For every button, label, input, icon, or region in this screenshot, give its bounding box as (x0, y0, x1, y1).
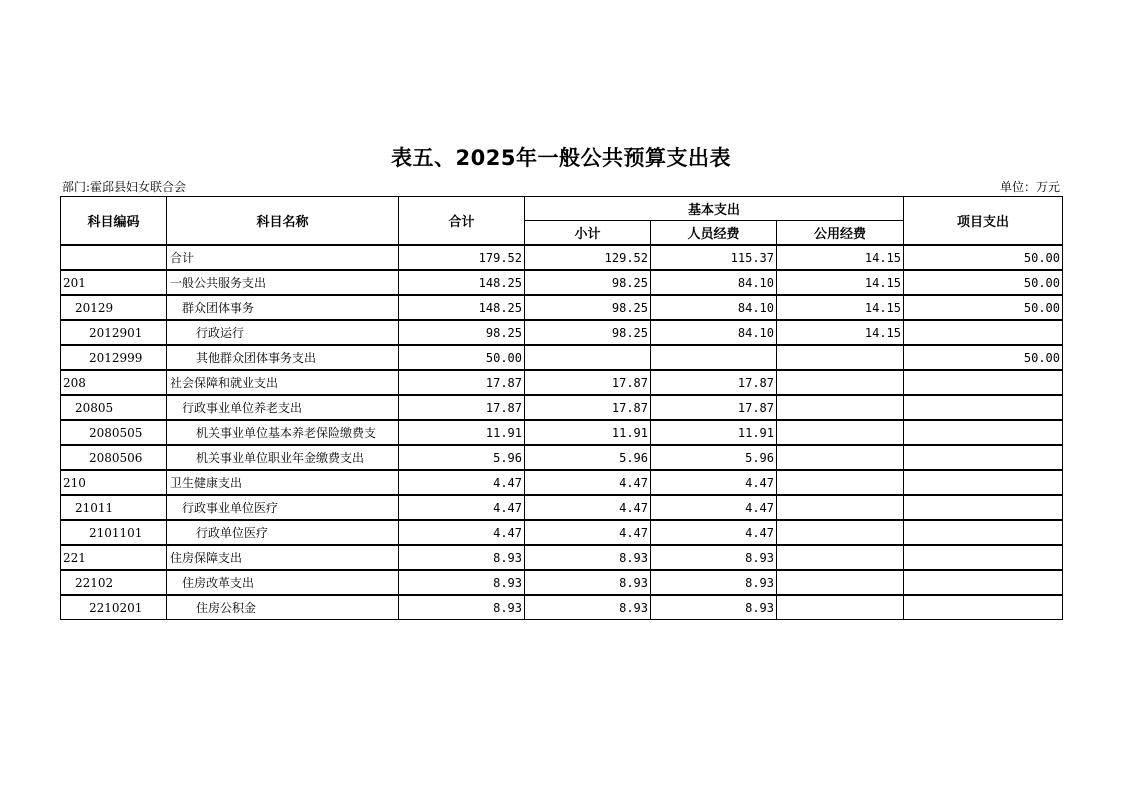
row-code-cell: 2210201 (61, 595, 167, 620)
page-title: 表五、2025年一般公共预算支出表 (391, 146, 731, 170)
row-code-cell: 2101101 (61, 520, 167, 545)
department-label: 部门:霍邱县妇女联合会 (62, 180, 187, 194)
row-code-cell: 208 (61, 370, 167, 395)
table-row (61, 245, 1063, 270)
row-subtotal-cell: 4.47 (525, 520, 651, 545)
row-public-cell: 14.15 (777, 295, 904, 320)
table-row (61, 345, 1063, 370)
header-total: 合计 (399, 197, 525, 246)
header-code: 科目编码 (61, 197, 167, 246)
row-public-cell: 14.15 (777, 270, 904, 295)
row-code-cell (61, 245, 167, 270)
row-project-cell (904, 595, 1063, 620)
row-name-cell: 行政单位医疗 (167, 520, 399, 545)
row-public-cell (777, 345, 904, 370)
row-code-cell: 2012901 (61, 320, 167, 345)
table-row (61, 270, 1063, 295)
row-subtotal-cell: 98.25 (525, 295, 651, 320)
row-project-cell (904, 520, 1063, 545)
header-basic: 基本支出 (525, 197, 904, 221)
row-code-cell: 221 (61, 545, 167, 570)
row-name-cell: 群众团体事务 (167, 295, 399, 320)
header-name: 科目名称 (167, 197, 399, 246)
row-project-cell (904, 395, 1063, 420)
row-name-cell: 行政运行 (167, 320, 399, 345)
row-project-cell (904, 545, 1063, 570)
row-total-cell: 17.87 (399, 370, 525, 395)
row-personnel-cell: 84.10 (651, 295, 777, 320)
table-row (61, 595, 1063, 620)
row-name-cell: 合计 (167, 245, 399, 270)
row-subtotal-cell: 98.25 (525, 320, 651, 345)
row-total-cell: 179.52 (399, 245, 525, 270)
row-project-cell (904, 420, 1063, 445)
row-total-cell: 50.00 (399, 345, 525, 370)
row-public-cell (777, 570, 904, 595)
row-personnel-cell: 84.10 (651, 320, 777, 345)
header-personnel: 人员经费 (651, 221, 777, 246)
header-public: 公用经费 (777, 221, 904, 246)
row-name-cell: 其他群众团体事务支出 (167, 345, 399, 370)
header-project: 项目支出 (904, 197, 1063, 246)
unit-label: 单位：万元 (999, 180, 1060, 194)
row-project-cell (904, 470, 1063, 495)
row-total-cell: 8.93 (399, 570, 525, 595)
table-body (61, 245, 1063, 620)
table-row (61, 545, 1063, 570)
table-row (61, 520, 1063, 545)
row-public-cell (777, 470, 904, 495)
row-personnel-cell: 84.10 (651, 270, 777, 295)
row-personnel-cell: 8.93 (651, 595, 777, 620)
row-personnel-cell: 5.96 (651, 445, 777, 470)
row-total-cell: 11.91 (399, 420, 525, 445)
row-project-cell (904, 495, 1063, 520)
row-total-cell: 4.47 (399, 470, 525, 495)
row-name-cell: 行政事业单位医疗 (167, 495, 399, 520)
row-public-cell (777, 370, 904, 395)
row-public-cell (777, 445, 904, 470)
table-row (61, 295, 1063, 320)
row-personnel-cell: 115.37 (651, 245, 777, 270)
row-subtotal-cell: 8.93 (525, 570, 651, 595)
row-subtotal-cell: 4.47 (525, 470, 651, 495)
row-total-cell: 148.25 (399, 295, 525, 320)
row-total-cell: 8.93 (399, 545, 525, 570)
table-row (61, 470, 1063, 495)
row-code-cell: 2012999 (61, 345, 167, 370)
row-code-cell: 2080505 (61, 420, 167, 445)
row-personnel-cell: 8.93 (651, 570, 777, 595)
row-project-cell: 50.00 (904, 295, 1063, 320)
row-name-cell: 一般公共服务支出 (167, 270, 399, 295)
row-subtotal-cell: 17.87 (525, 370, 651, 395)
table-row (61, 570, 1063, 595)
row-code-cell: 201 (61, 270, 167, 295)
row-project-cell: 50.00 (904, 245, 1063, 270)
row-personnel-cell: 4.47 (651, 495, 777, 520)
row-name-cell: 机关事业单位基本养老保险缴费支 (167, 420, 399, 445)
row-public-cell: 14.15 (777, 320, 904, 345)
row-subtotal-cell: 11.91 (525, 420, 651, 445)
row-total-cell: 17.87 (399, 395, 525, 420)
row-name-cell: 卫生健康支出 (167, 470, 399, 495)
row-name-cell: 住房保障支出 (167, 545, 399, 570)
row-public-cell (777, 545, 904, 570)
row-public-cell: 14.15 (777, 245, 904, 270)
row-total-cell: 4.47 (399, 520, 525, 545)
row-code-cell: 21011 (61, 495, 167, 520)
row-name-cell: 社会保障和就业支出 (167, 370, 399, 395)
row-subtotal-cell: 4.47 (525, 495, 651, 520)
row-code-cell: 2080506 (61, 445, 167, 470)
row-code-cell: 210 (61, 470, 167, 495)
row-project-cell (904, 370, 1063, 395)
row-subtotal-cell: 8.93 (525, 545, 651, 570)
row-project-cell (904, 570, 1063, 595)
row-subtotal-cell (525, 345, 651, 370)
row-name-cell: 住房改革支出 (167, 570, 399, 595)
row-personnel-cell (651, 345, 777, 370)
row-personnel-cell: 8.93 (651, 545, 777, 570)
row-personnel-cell: 4.47 (651, 520, 777, 545)
row-personnel-cell: 17.87 (651, 370, 777, 395)
row-subtotal-cell: 8.93 (525, 595, 651, 620)
table-row (61, 370, 1063, 395)
row-project-cell: 50.00 (904, 345, 1063, 370)
row-personnel-cell: 11.91 (651, 420, 777, 445)
row-subtotal-cell: 5.96 (525, 445, 651, 470)
row-project-cell (904, 320, 1063, 345)
row-total-cell: 98.25 (399, 320, 525, 345)
row-name-cell: 住房公积金 (167, 595, 399, 620)
row-project-cell (904, 445, 1063, 470)
row-public-cell (777, 595, 904, 620)
row-total-cell: 8.93 (399, 595, 525, 620)
row-name-cell: 机关事业单位职业年金缴费支出 (167, 445, 399, 470)
budget-table (60, 196, 1063, 620)
row-subtotal-cell: 129.52 (525, 245, 651, 270)
table-row (61, 445, 1063, 470)
row-public-cell (777, 520, 904, 545)
row-subtotal-cell: 98.25 (525, 270, 651, 295)
row-personnel-cell: 4.47 (651, 470, 777, 495)
header-subtotal: 小计 (525, 221, 651, 246)
row-code-cell: 20129 (61, 295, 167, 320)
row-project-cell: 50.00 (904, 270, 1063, 295)
row-public-cell (777, 420, 904, 445)
table-row (61, 395, 1063, 420)
row-public-cell (777, 495, 904, 520)
table-row (61, 495, 1063, 520)
table-row (61, 320, 1063, 345)
row-subtotal-cell: 17.87 (525, 395, 651, 420)
row-total-cell: 148.25 (399, 270, 525, 295)
row-personnel-cell: 17.87 (651, 395, 777, 420)
row-total-cell: 4.47 (399, 495, 525, 520)
row-total-cell: 5.96 (399, 445, 525, 470)
table-row (61, 420, 1063, 445)
row-name-cell: 行政事业单位养老支出 (167, 395, 399, 420)
row-code-cell: 22102 (61, 570, 167, 595)
row-code-cell: 20805 (61, 395, 167, 420)
row-public-cell (777, 395, 904, 420)
